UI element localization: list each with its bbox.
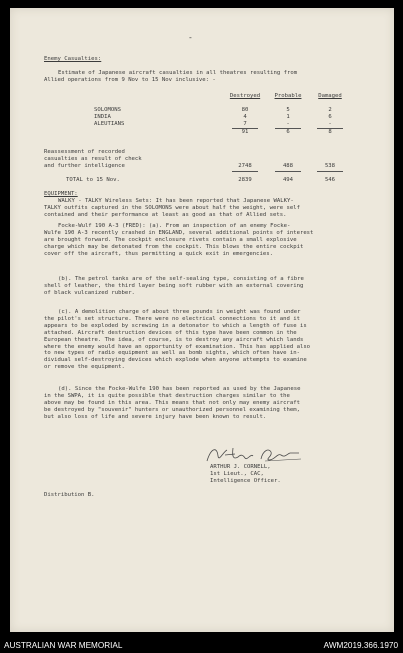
reassessment-label-1: Reassessment of recorded (44, 149, 125, 155)
reassessment-damaged: 538 (324, 163, 336, 169)
row-area-solomons: SOLOMONS (94, 107, 121, 113)
cell-probable: 1 (286, 114, 290, 120)
reassessment-probable: 488 (282, 163, 294, 169)
archive-footer (0, 636, 403, 653)
cell-damaged: 2 (328, 107, 332, 113)
estimate-line-1: Estimate of Japanese aircraft casualties in all theatres resulting from (58, 70, 298, 76)
paragraph-walky-talky: WALKY - TALKY Wireless Sets: It has been reported that Japanese WALKY- TALKY outfits captured in the SOLOMONS were about half the weight, were self contained and their performance at least as good as that of Allied sets. (44, 198, 300, 218)
paragraph-focke-wulf-c: (c). A demolition charge of about three pounds in weight was found under the pilot's set structure. There were no electrical connections to it and it appears to be exploded by screwing in a detonator to which a length of fuse is attached. Aircraft destruction devices of this type have been common in the European theatre. The idea, of course, is to destroy any aircraft which lands where the enemy would have an opportunity of examination. This has applied also to new types of radio equipment as well as bomb sights, which often have in- dividual self-destroying devices which explode when anyone attempts to examine or remove the equipment. (44, 309, 311, 371)
document-page (10, 8, 394, 632)
reassessment-label-2: casualties as result of check (44, 156, 142, 162)
paragraph-focke-wulf-a: Focke-Wulf 190 A-3 (FRED): (a). From an inspection of an enemy Focke- Wulfe 190 A-3 recently crashed in ENGLAND, several additional points of interest are brought forward. The cockpit enclosure rivets contain a small explosive charge which may be detonated from the cockpit. This blows the entire cockpit cover off the aircraft, thus permitting a quick exit in emergencies. (44, 223, 314, 257)
reassessment-destroyed: 2748 (238, 163, 252, 169)
paragraph-focke-wulf-d: (d). Since the Focke-Wulfe 190 has been reported as used by the Japanese in the SWPA, it is quite possible that destruction charges similar to the above may be found in this area. This means that not only may enemy aircraft be destroyed by "souvenir" hunters or unauthorized personnel examining them, but also loss of life and severe injury have been known to result. (44, 386, 301, 420)
cell-probable: - (286, 121, 290, 127)
cell-damaged: 6 (328, 114, 332, 120)
header-destroyed: Destroyed (229, 93, 261, 99)
footer-institution: AUSTRALIAN WAR MEMORIAL (4, 641, 123, 650)
page-mark: - (188, 33, 193, 42)
cell-destroyed: 7 (243, 121, 247, 127)
reassessment-label-3: and further intelligence (44, 163, 125, 169)
signature-name: ARTHUR J. CORNELL, (210, 464, 271, 470)
total-destroyed: 2839 (238, 177, 252, 183)
handwritten-signature (203, 444, 305, 466)
enemy-casualties-heading: Enemy Casualties: (44, 56, 102, 62)
distribution-note: Distribution B. (44, 492, 95, 498)
paragraph-focke-wulf-b: (b). The petrol tanks are of the self-sealing type, consisting of a fibre shell of leather, the third layer being soft rubber with an external covering of black vulcanized rubber. (44, 276, 304, 296)
total-rule (275, 171, 301, 172)
total-damaged: 546 (324, 177, 336, 183)
signature-title: Intelligence Officer. (210, 478, 281, 484)
subtotal-destroyed: 91 (241, 129, 249, 135)
signature-rank: 1st Lieut., CAC, (210, 471, 264, 477)
header-damaged: Damaged (318, 93, 342, 99)
subtotal-probable: 6 (286, 129, 290, 135)
total-label: TOTAL to 15 Nov. (66, 177, 120, 183)
total-rule (232, 171, 258, 172)
cell-destroyed: 4 (243, 114, 247, 120)
total-probable: 494 (282, 177, 294, 183)
cell-destroyed: 80 (241, 107, 249, 113)
equipment-heading: EQUIPMENT: (44, 191, 78, 197)
row-area-india: INDIA (94, 114, 111, 120)
row-area-aleutians: ALEUTIANS (94, 121, 125, 127)
subtotal-damaged: 8 (328, 129, 332, 135)
cell-damaged: - (328, 121, 332, 127)
estimate-line-2: Allied operations from 9 Nov to 15 Nov inclusive: - (44, 77, 216, 83)
total-rule (317, 171, 343, 172)
footer-accession-number: AWM2019.366.1970 (323, 641, 398, 650)
cell-probable: 5 (286, 107, 290, 113)
header-probable: Probable (274, 93, 302, 99)
